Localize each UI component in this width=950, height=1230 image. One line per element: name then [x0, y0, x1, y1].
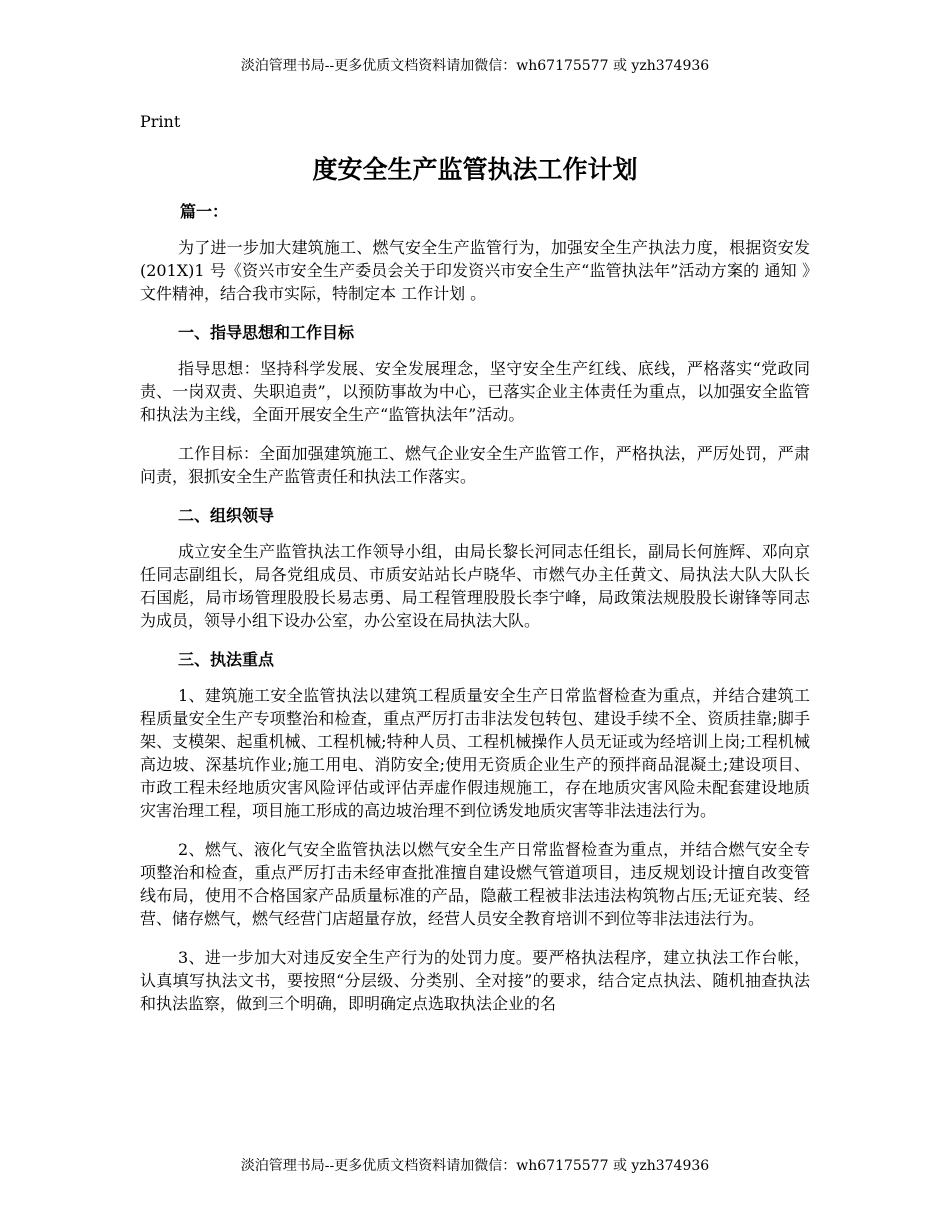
section-heading-organization: 二、组织领导 [178, 506, 275, 525]
footer-watermark-text: 淡泊管理书局--更多优质文档资料请加微信：wh67175577 或 yzh374936 [240, 1158, 710, 1174]
page-title: 度安全生产监管执法工作计划 [312, 155, 638, 184]
section-heading-enforcement-focus: 三、执法重点 [178, 650, 275, 669]
document-body [140, 110, 810, 1031]
intro-paragraph: 为了进一步加大建筑施工、燃气安全生产监管行为，加强安全生产执法力度，根据资安发(201X)1 号《资兴市安全生产委员会关于印发资兴市安全生产“监管执法年”活动方案的 通知 》文件精神，结合我市实际，特制定本 工作计划 。 [140, 238, 810, 303]
paragraph-work-goal: 工作目标：全面加强建筑施工、燃气企业安全生产监管工作，严格执法，严厉处罚，严肃问责，狠抓安全生产监管责任和执法工作落实。 [140, 444, 810, 486]
paragraph-gas-safety: 2、燃气、液化气安全监管执法以燃气安全生产日常监督检查为重点，并结合燃气安全专项整治和检查，重点严厉打击未经审查批准擅自建设燃气管道项目，违反规划设计擅自改变管线布局，使用不合格国家产品质量标准的产品，隐蔽工程被非法违法构筑物占压;无证充装、经营、储存燃气，燃气经营门店超量存放，经营人员安全教育培训不到位等非法违法行为。 [140, 840, 810, 928]
header-watermark-text: 淡泊管理书局--更多优质文档资料请加微信：wh67175577 或 yzh374936 [240, 58, 710, 74]
print-label: Print [140, 112, 181, 131]
section-heading-guiding-ideology: 一、指导思想和工作目标 [178, 323, 355, 342]
paragraph-penalty-enforcement: 3、进一步加大对违反安全生产行为的处罚力度。要严格执法程序，建立执法工作台帐，认真填写执法文书，要按照“分层级、分类别、全对接”的要求，结合定点执法、随机抽查执法和执法监察，做到三个明确，即明确定点选取执法企业的名 [140, 948, 810, 1013]
part-label: 篇一： [180, 202, 229, 221]
paragraph-guiding-ideology: 指导思想：坚持科学发展、安全发展理念，坚守安全生产红线、底线，严格落实“党政同责、一岗双责、失职追责”，以预防事故为中心，已落实企业主体责任为重点，以加强安全监管和执法为主线，全面开展安全生产“监管执法年”活动。 [140, 359, 810, 424]
paragraph-leadership-group: 成立安全生产监管执法工作领导小组，由局长黎长河同志任组长，副局长何旌辉、邓向京任同志副组长，局各党组成员、市质安站站长卢晓华、市燃气办主任黄文、局执法大队大队长石国彪，局市场管理股股长易志勇、局工程管理股股长李宁峰，局政策法规股股长谢锋等同志为成员，领导小组下设办公室，办公室设在局执法大队。 [140, 542, 810, 630]
paragraph-construction-safety: 1、建筑施工安全监管执法以建筑工程质量安全生产日常监督检查为重点，并结合建筑工程质量安全生产专项整治和检查，重点严厉打击非法发包转包、建设手续不全、资质挂靠;脚手架、支模架、起重机械、工程机械;特种人员、工程机械操作人员无证或为经培训上岗;工程机械高边坡、深基坑作业;施工用电、消防安全;使用无资质企业生产的预拌商品混凝土;建设项目、市政工程未经地质灾害风险评估或评估弄虚作假违规施工，存在地质灾害风险未配套建设地质灾害治理工程，项目施工形成的高边坡治理不到位诱发地质灾害等非法违法行为。 [140, 686, 810, 820]
